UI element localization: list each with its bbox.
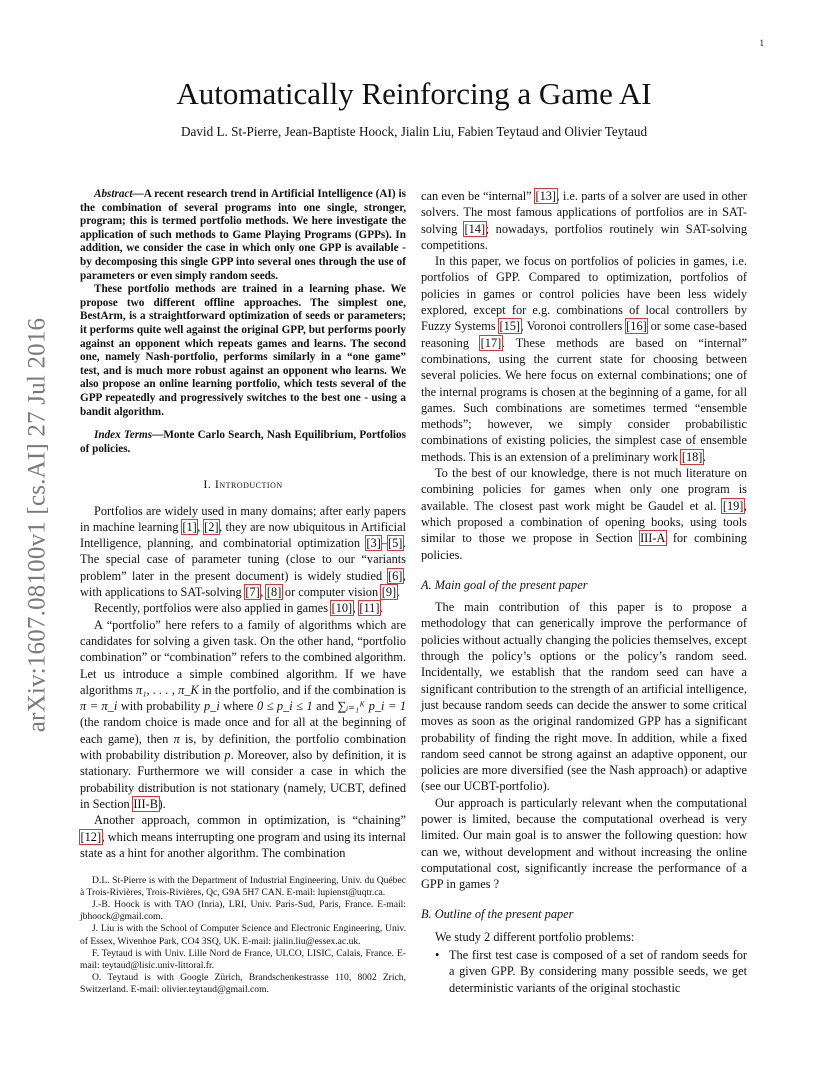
right-paragraph-2: In this paper, we focus on portfolios of policies in games, i.e. portfolios of GPP. Compared to optimization, portfolios of policies in games or control policies have been less widely explored, except for e.g. combinations of local controllers by Fuzzy Systems [15], Voronoi controllers [16] or some case-based reasoning [17]. These methods are based on “internal” combinations, using the current state for choosing between several policies. We here focus on external combinations; one of the internal programs is chosen at the beginning of a game, for all games. Such combinations are sometimes termed “ensemble methods”; however, we simply consider probabilistic combinations of existing policies, the simplest case of ensemble methods. This is an extension of a preliminary work [18]. — [421, 254, 748, 464]
arxiv-stamp — [22, 290, 52, 760]
citation-link[interactable]: [10] — [331, 601, 353, 616]
intro-paragraph-3: A “portfolio” here refers to a family of algorithms which are candidates for solving a given task. On the other hand, “portfolio combination” or “combination” refers to the combined algorithm. Let us introduce a simple combined algorithm. If we have algorithms π₁, . . . , π_K in the portfolio, and if the combination is π = π_i with probability p_i where 0 ≤ p_i ≤ 1 and ∑ᵢ₌₁ᴷ p_i = 1 (the random choice is made once and for all at the beginning of each game), then π is, by definition, the portfolio combination with probability distribution p. Moreover, also by definition, it is stationary. Furthermore we will consider a case in which the probability distribution is not stationary (namely, UCBT, defined in Section III-B). — [80, 617, 407, 811]
abstract-paragraph-1: Abstract—A recent research trend in Artificial Intelligence (AI) is the combination of several programs into one single, stronger, program; this is termed portfolio methods. We here investigate the application of such methods to Game Playing Programs (GPPs). In addition, we consider the case in which only one GPP is available - by decomposing this single GPP into several ones through the use of parameters or even simply random seeds. — [80, 188, 406, 282]
left-column — [80, 188, 406, 996]
index-terms: Index Terms—Monte Carlo Search, Nash Equilibrium, Portfolios of policies. — [80, 429, 406, 455]
citation-link[interactable]: [14] — [464, 221, 486, 236]
page-number: 1 — [759, 38, 764, 48]
footnotes — [80, 875, 406, 996]
outline-paragraph-1: We study 2 different portfolio problems: — [435, 929, 635, 944]
subsection-heading-main-goal: A. Main goal of the present paper — [421, 577, 588, 592]
list-item: • The first test case is composed of a set of random seeds for a given GPP. By considering many possible seeds, we get deterministic variants of the original stochastic — [449, 947, 747, 996]
intro-paragraph-1: Portfolios are widely used in many domains; after early papers in machine learning [1], [2], they are now ubiquitous in Artificial Intelligence, planning, and combinatorial optimization [3]–[5]. The special case of parameter tuning (close to our “variants problem” later in the present document) is widely studied [6], with applications to SAT-solving [7], [8] or computer vision [9]. — [80, 503, 406, 600]
citation-link[interactable]: [18] — [681, 449, 703, 464]
paper-title: Automatically Reinforcing a Game AI — [176, 76, 652, 111]
math-inline: π = π_i — [80, 699, 118, 714]
footnote: J.-B. Hoock is with TAO (Inria), LRI, Univ. Paris-Sud, Paris, France. E-mail: jbhoock@gmail.com. — [80, 899, 406, 923]
section-link[interactable]: III-A — [640, 531, 666, 546]
abstract — [80, 188, 406, 419]
main-goal-paragraph-1: The main contribution of this paper is to propose a methodology that can generically improve the performance of policies without actually changing the policies themselves, except through the policy’s options or the policy’s random seed. Incidentally, we establish that the random seed can have a significant contribution to the strength of an artificial intelligence, just because random seeds can decide the answer to some critical moves as soon as the original randomized GPP has a significant probability of finding the right move. In addition, while a fixed random seed cannot be strong against an adaptive opponent, our policies are more diversified (see the Nash approach) or adaptive (see our UCBT-portfolio). — [421, 600, 747, 794]
math-inline: 0 ≤ p_i ≤ 1 — [256, 699, 313, 714]
math-inline: π — [173, 731, 180, 746]
citation-link[interactable]: [12] — [80, 829, 102, 844]
citation-link[interactable]: [11] — [359, 601, 380, 616]
citation-link[interactable]: [8] — [266, 585, 282, 600]
math-inline: π₁, . . . , π_K — [136, 682, 199, 697]
citation-link[interactable]: [19] — [722, 498, 744, 513]
footnote: D.L. St-Pierre is with the Department of Industrial Engineering, Univ. du Québec à Trois-Rivières, Trois-Rivières, Qc, G9A 5H7 CAN. E-mail: lupienst@uqtr.ca. — [80, 875, 406, 899]
outline-list — [421, 947, 747, 996]
author-list: David L. St-Pierre, Jean-Baptiste Hoock, Jialin Liu, Fabien Teytaud and Olivier Teytaud — [180, 124, 648, 139]
abstract-paragraph-2: These portfolio methods are trained in a learning phase. We propose two different offline approaches. The simplest one, BestArm, is a straightforward optimization of seeds or parameters; it performs quite well against the original GPP, but performs poorly against an opponent which repeats games and learns. The second one, namely Nash-portfolio, performs similarly in a “one game” test, and is much more robust against an opponent who learns. We also propose an online learning portfolio, which tests several of the GPP repeatedly and progressively switches to the best one - using a bandit algorithm. — [80, 283, 406, 418]
citation-link[interactable]: [16] — [626, 319, 647, 334]
section-link[interactable]: III-B — [133, 796, 158, 811]
citation-link[interactable]: [17] — [480, 335, 502, 350]
math-inline: p_i — [203, 699, 220, 714]
subsection-heading-outline: B. Outline of the present paper — [421, 907, 574, 922]
main-goal-paragraph-2: Our approach is particularly relevant when the computational power is limited, because the computational overhead is very limited. Our main goal is to answer the following question: how can we, without development and without increasing the online computational cost, significantly increase the performance of a GPP in games ? — [421, 795, 747, 892]
citation-link[interactable]: [3] — [366, 536, 381, 551]
citation-link[interactable]: [9] — [381, 585, 397, 600]
citation-link[interactable]: [15] — [499, 319, 521, 334]
citation-link[interactable]: [5] — [388, 536, 403, 551]
index-terms-lead: Index Terms — [94, 429, 153, 442]
math-inline: ∑ᵢ₌₁ᴷ p_i = 1 — [337, 699, 406, 714]
math-inline: p — [224, 748, 231, 763]
section-heading-introduction: I. Introduction — [203, 477, 283, 492]
citation-link[interactable]: [6] — [388, 568, 403, 583]
abstract-lead: Abstract — [94, 188, 133, 200]
citation-link[interactable]: [1] — [182, 519, 197, 534]
right-column — [421, 188, 747, 996]
right-paragraph-1: can even be “internal” [13], i.e. parts of a solver are used in other solvers. The most famous applications of portfolios are in SAT-solving [14]; nowadays, portfolios routinely win SAT-solving competitions. — [421, 189, 748, 252]
citation-link[interactable]: [2] — [204, 519, 219, 534]
citation-link[interactable]: [13] — [535, 189, 557, 203]
intro-paragraph-4: Another approach, common in optimization, is “chaining” [12], which means interrupting one program and using its internal state as a hint for another algorithm. The combination — [80, 813, 406, 860]
intro-paragraph-2: Recently, portfolios were also applied in games [10], [11]. — [94, 601, 384, 616]
footnote: J. Liu is with the School of Computer Science and Electronic Engineering, Univ. of Essex, Wivenhoe Park, CO4 3SQ, UK. E-mail: jialin.liu@essex.ac.uk. — [80, 923, 406, 947]
right-paragraph-3: To the best of our knowledge, there is not much literature on combining policies for games when only one program is available. The closest past work might be Gaudel et al. [19], which proposed a combination of opening books, using tools similar to those we propose in Section III-A for combining policies. — [421, 466, 747, 562]
citation-link[interactable]: [7] — [245, 585, 260, 600]
footnote: F. Teytaud is with Univ. Lille Nord de France, ULCO, LISIC, Calais, France. E-mail: teytaud@lisic.univ-littoral.fr. — [80, 947, 406, 971]
arxiv-stamp-text: arXiv:1607.08100v1 [cs.AI] 27 Jul 2016 — [23, 317, 50, 733]
footnote: O. Teytaud is with Google Zürich, Brandschenkestrasse 110, 8002 Zrich, Switzerland. E-mail: olivier.teytaud@gmail.com. — [80, 971, 406, 995]
